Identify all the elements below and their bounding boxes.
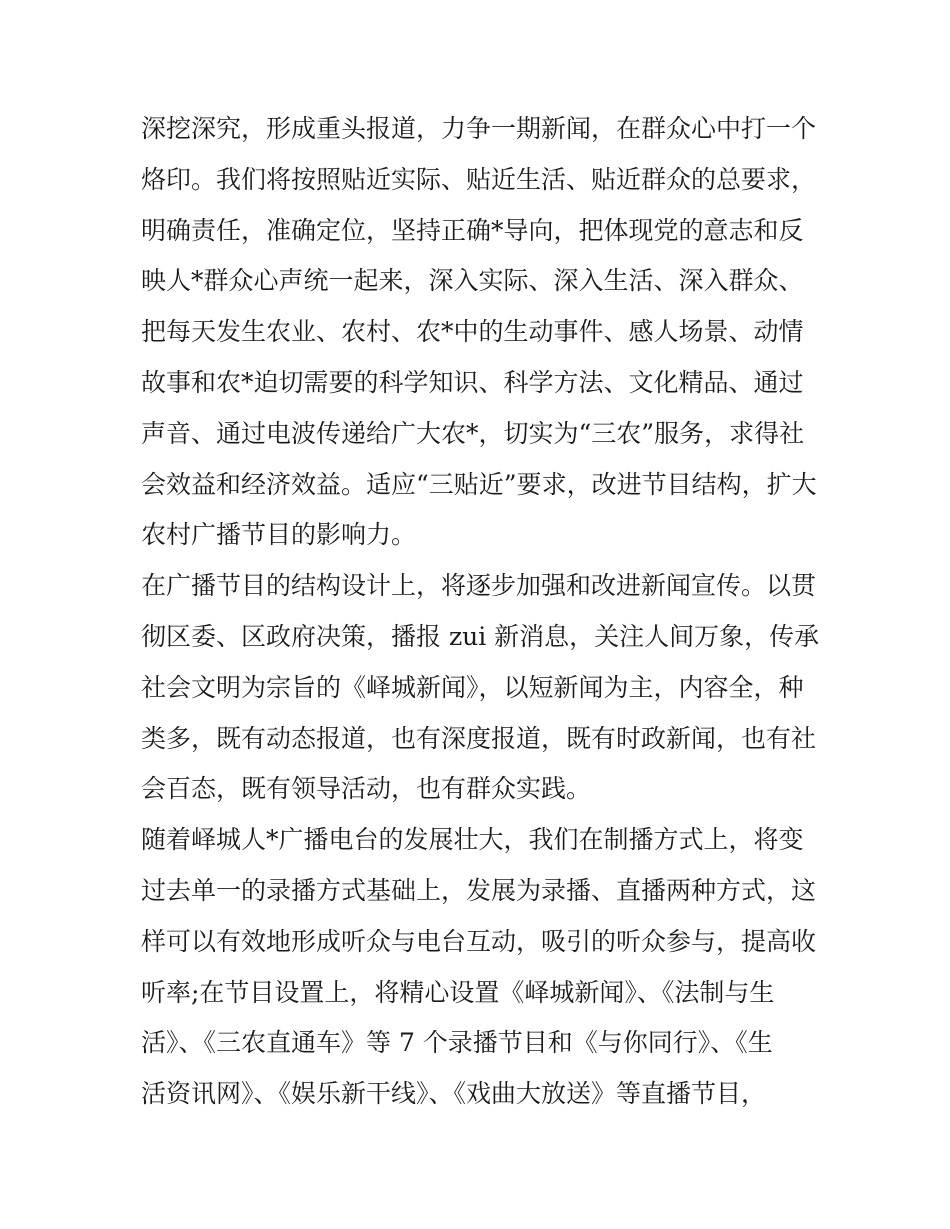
text-line: 在广播节目的结构设计上，将逐步加强和改进新闻宣传。以贯 [141, 571, 817, 601]
body-text [141, 104, 821, 1120]
text-line: 活》、《三农直通车》等 7 个录播节目和《与你同行》、《生 [141, 1028, 773, 1058]
text-line: 彻区委、区政府决策，播报 zui 新消息，关注人间万象，传承 [141, 621, 820, 651]
text-line: 把每天发生农业、农村、农*中的生动事件、感人场景、动情 [141, 317, 804, 347]
text-line: 声音、通过电波传递给广大农*，切实为“三农”服务，求得社 [141, 418, 805, 448]
text-line: 烙印。我们将按照贴近实际、贴近生活、贴近群众的总要求， [141, 164, 817, 194]
paragraph-3 [141, 815, 821, 1120]
paragraph-1 [141, 104, 821, 561]
text-line: 农村广播节目的影响力。 [141, 520, 417, 550]
text-line: 听率;在节目设置上，将精心设置《峄城新闻》、《法制与生 [141, 977, 775, 1007]
paragraph-2 [141, 561, 821, 815]
text-line: 类多，既有动态报道，也有深度报道，既有时政新闻，也有社 [141, 723, 817, 753]
text-line: 会百态，既有领导活动，也有群众实践。 [141, 774, 592, 804]
text-line: 社会文明为宗旨的《峄城新闻》，以短新闻为主，内容全，种 [141, 672, 804, 702]
text-line: 深挖深究，形成重头报道，力争一期新闻，在群众心中打一个 [141, 114, 817, 143]
text-line: 会效益和经济效益。适应“三贴近”要求，改进节目结构，扩大 [141, 469, 817, 499]
text-line: 活资讯网》、《娱乐新干线》、《戏曲大放送》等直播节目， [141, 1079, 767, 1109]
text-line: 随着峄城人*广播电台的发展壮大，我们在制播方式上，将变 [141, 825, 804, 855]
text-line: 故事和农*迫切需要的科学知识、科学方法、文化精品、通过 [141, 367, 804, 397]
text-line: 明确责任，准确定位，坚持正确*导向，把体现党的意志和反 [141, 215, 804, 245]
text-line: 过去单一的录播方式基础上，发展为录播、直播两种方式，这 [141, 875, 817, 905]
text-line: 映人*群众心声统一起来，深入实际、深入生活、深入群众、 [141, 266, 804, 296]
text-line: 样可以有效地形成听众与电台互动，吸引的听众参与，提高收 [141, 926, 817, 956]
